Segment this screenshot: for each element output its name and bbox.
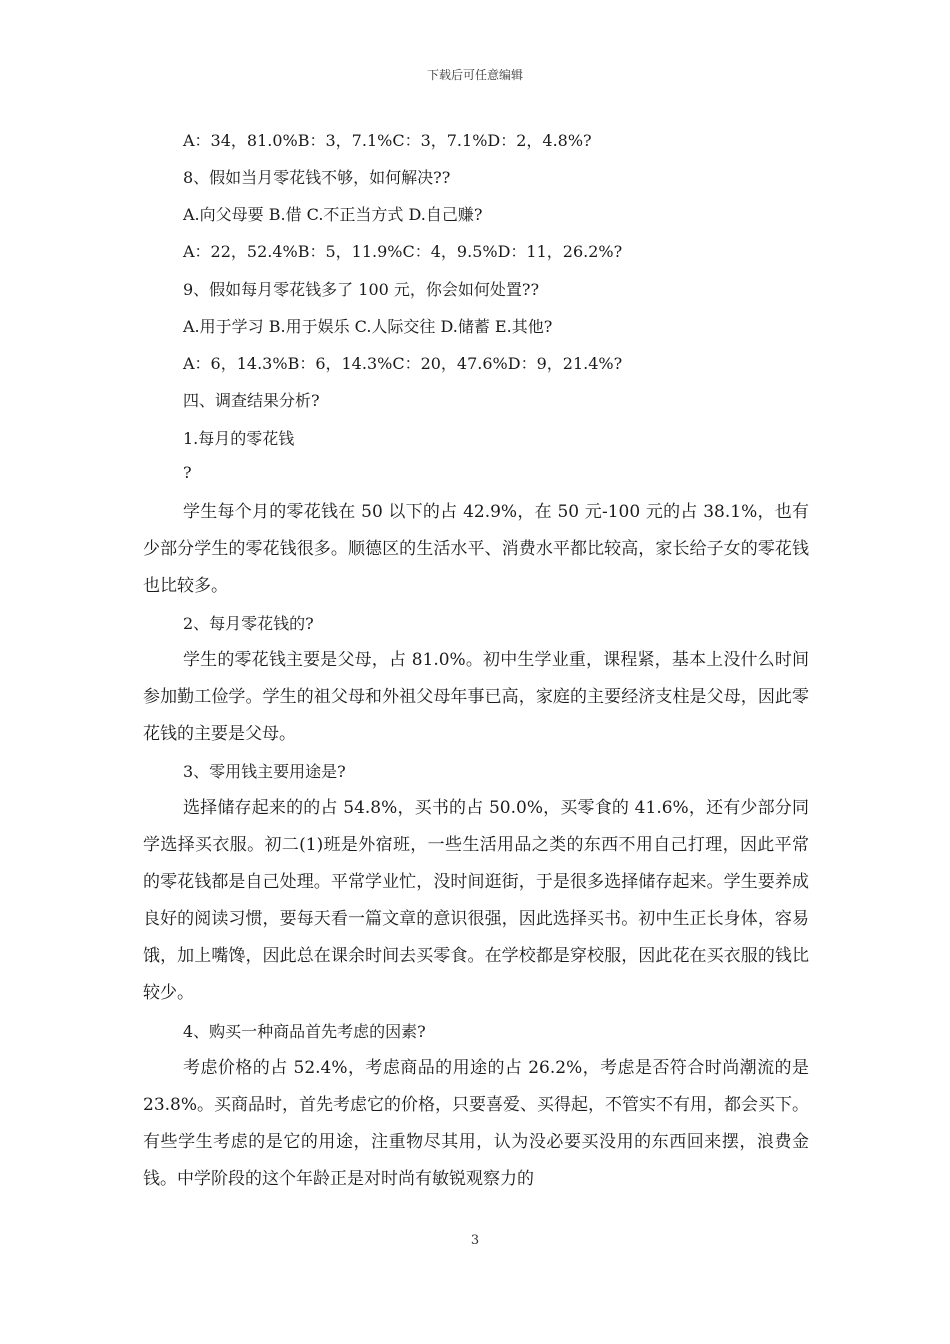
q9-results: A：6，14.3%B：6，14.3%C：20，47.6%D：9，21.4%? <box>183 354 623 373</box>
section-heading: 四、调查结果分析? <box>183 391 320 410</box>
subheading-3: 3、零用钱主要用途是? <box>183 762 346 781</box>
page-number: 3 <box>470 1233 480 1248</box>
placeholder-mark: ? <box>183 463 192 482</box>
subheading-1: 1.每月的零花钱 <box>183 429 295 448</box>
paragraph-2: 学生的零花钱主要是父母，占 81.0%。初中生学业重，课程紧，基本上没什么时间参加勤工俭学。学生的祖父母和外祖父母年事已高，家庭的主要经济支柱是父母，因此零花钱的主要是父母。 <box>143 650 809 744</box>
paragraph-3: 选择储存起来的的占 54.8%，买书的占 50.0%，买零食的 41.6%，还有少部分同学选择买衣服。初二(1)班是外宿班，一些生活用品之类的东西不用自己打理，因此平常的零花钱都是自己处理。平常学业忙，没时间逛街，于是很多选择储存起来。学生要养成良好的阅读习惯，要每天看一篇文章的意识很强，因此选择买书。初中生正长身体，容易饿，加上嘴馋，因此总在课余时间去买零食。在学校都是穿校服，因此花在买衣服的钱比较少。 <box>143 798 809 1003</box>
subheading-2: 2、每月零花钱的? <box>183 614 314 633</box>
subheading-4: 4、购买一种商品首先考虑的因素? <box>183 1022 426 1041</box>
question-9: 9、假如每月零花钱多了 100 元，你会如何处置?? <box>183 280 540 299</box>
paragraph-4: 考虑价格的占 52.4%，考虑商品的用途的占 26.2%，考虑是否符合时尚潮流的是 23.8%。买商品时，首先考虑它的价格，只要喜爱、买得起，不管实不有用，都会买下。有些学生考虑的是它的用途，注重物尽其用，认为没必要买没用的东西回来摆，浪费金钱。中学阶段的这个年龄正是对时尚有敏锐观察力的 <box>143 1058 810 1189</box>
q8-results: A：22，52.4%B：5，11.9%C：4，9.5%D：11，26.2%? <box>183 242 623 261</box>
question-8: 8、假如当月零花钱不够，如何解决?? <box>183 168 451 187</box>
page-header: 下载后可任意编辑 <box>426 68 523 82</box>
q7-results: A：34，81.0%B：3，7.1%C：3，7.1%D：2，4.8%? <box>183 131 592 150</box>
q9-options: A.用于学习 B.用于娱乐 C.人际交往 D.储蓄 E.其他? <box>183 317 553 336</box>
paragraph-1: 学生每个月的零花钱在 50 以下的占 42.9%，在 50 元-100 元的占 38.1%，也有少部分学生的零花钱很多。顺德区的生活水平、消费水平都比较高，家长给子女的零花钱也比较多。 <box>143 502 809 596</box>
q8-options: A.向父母要 B.借 C.不正当方式 D.自己赚? <box>183 205 483 224</box>
